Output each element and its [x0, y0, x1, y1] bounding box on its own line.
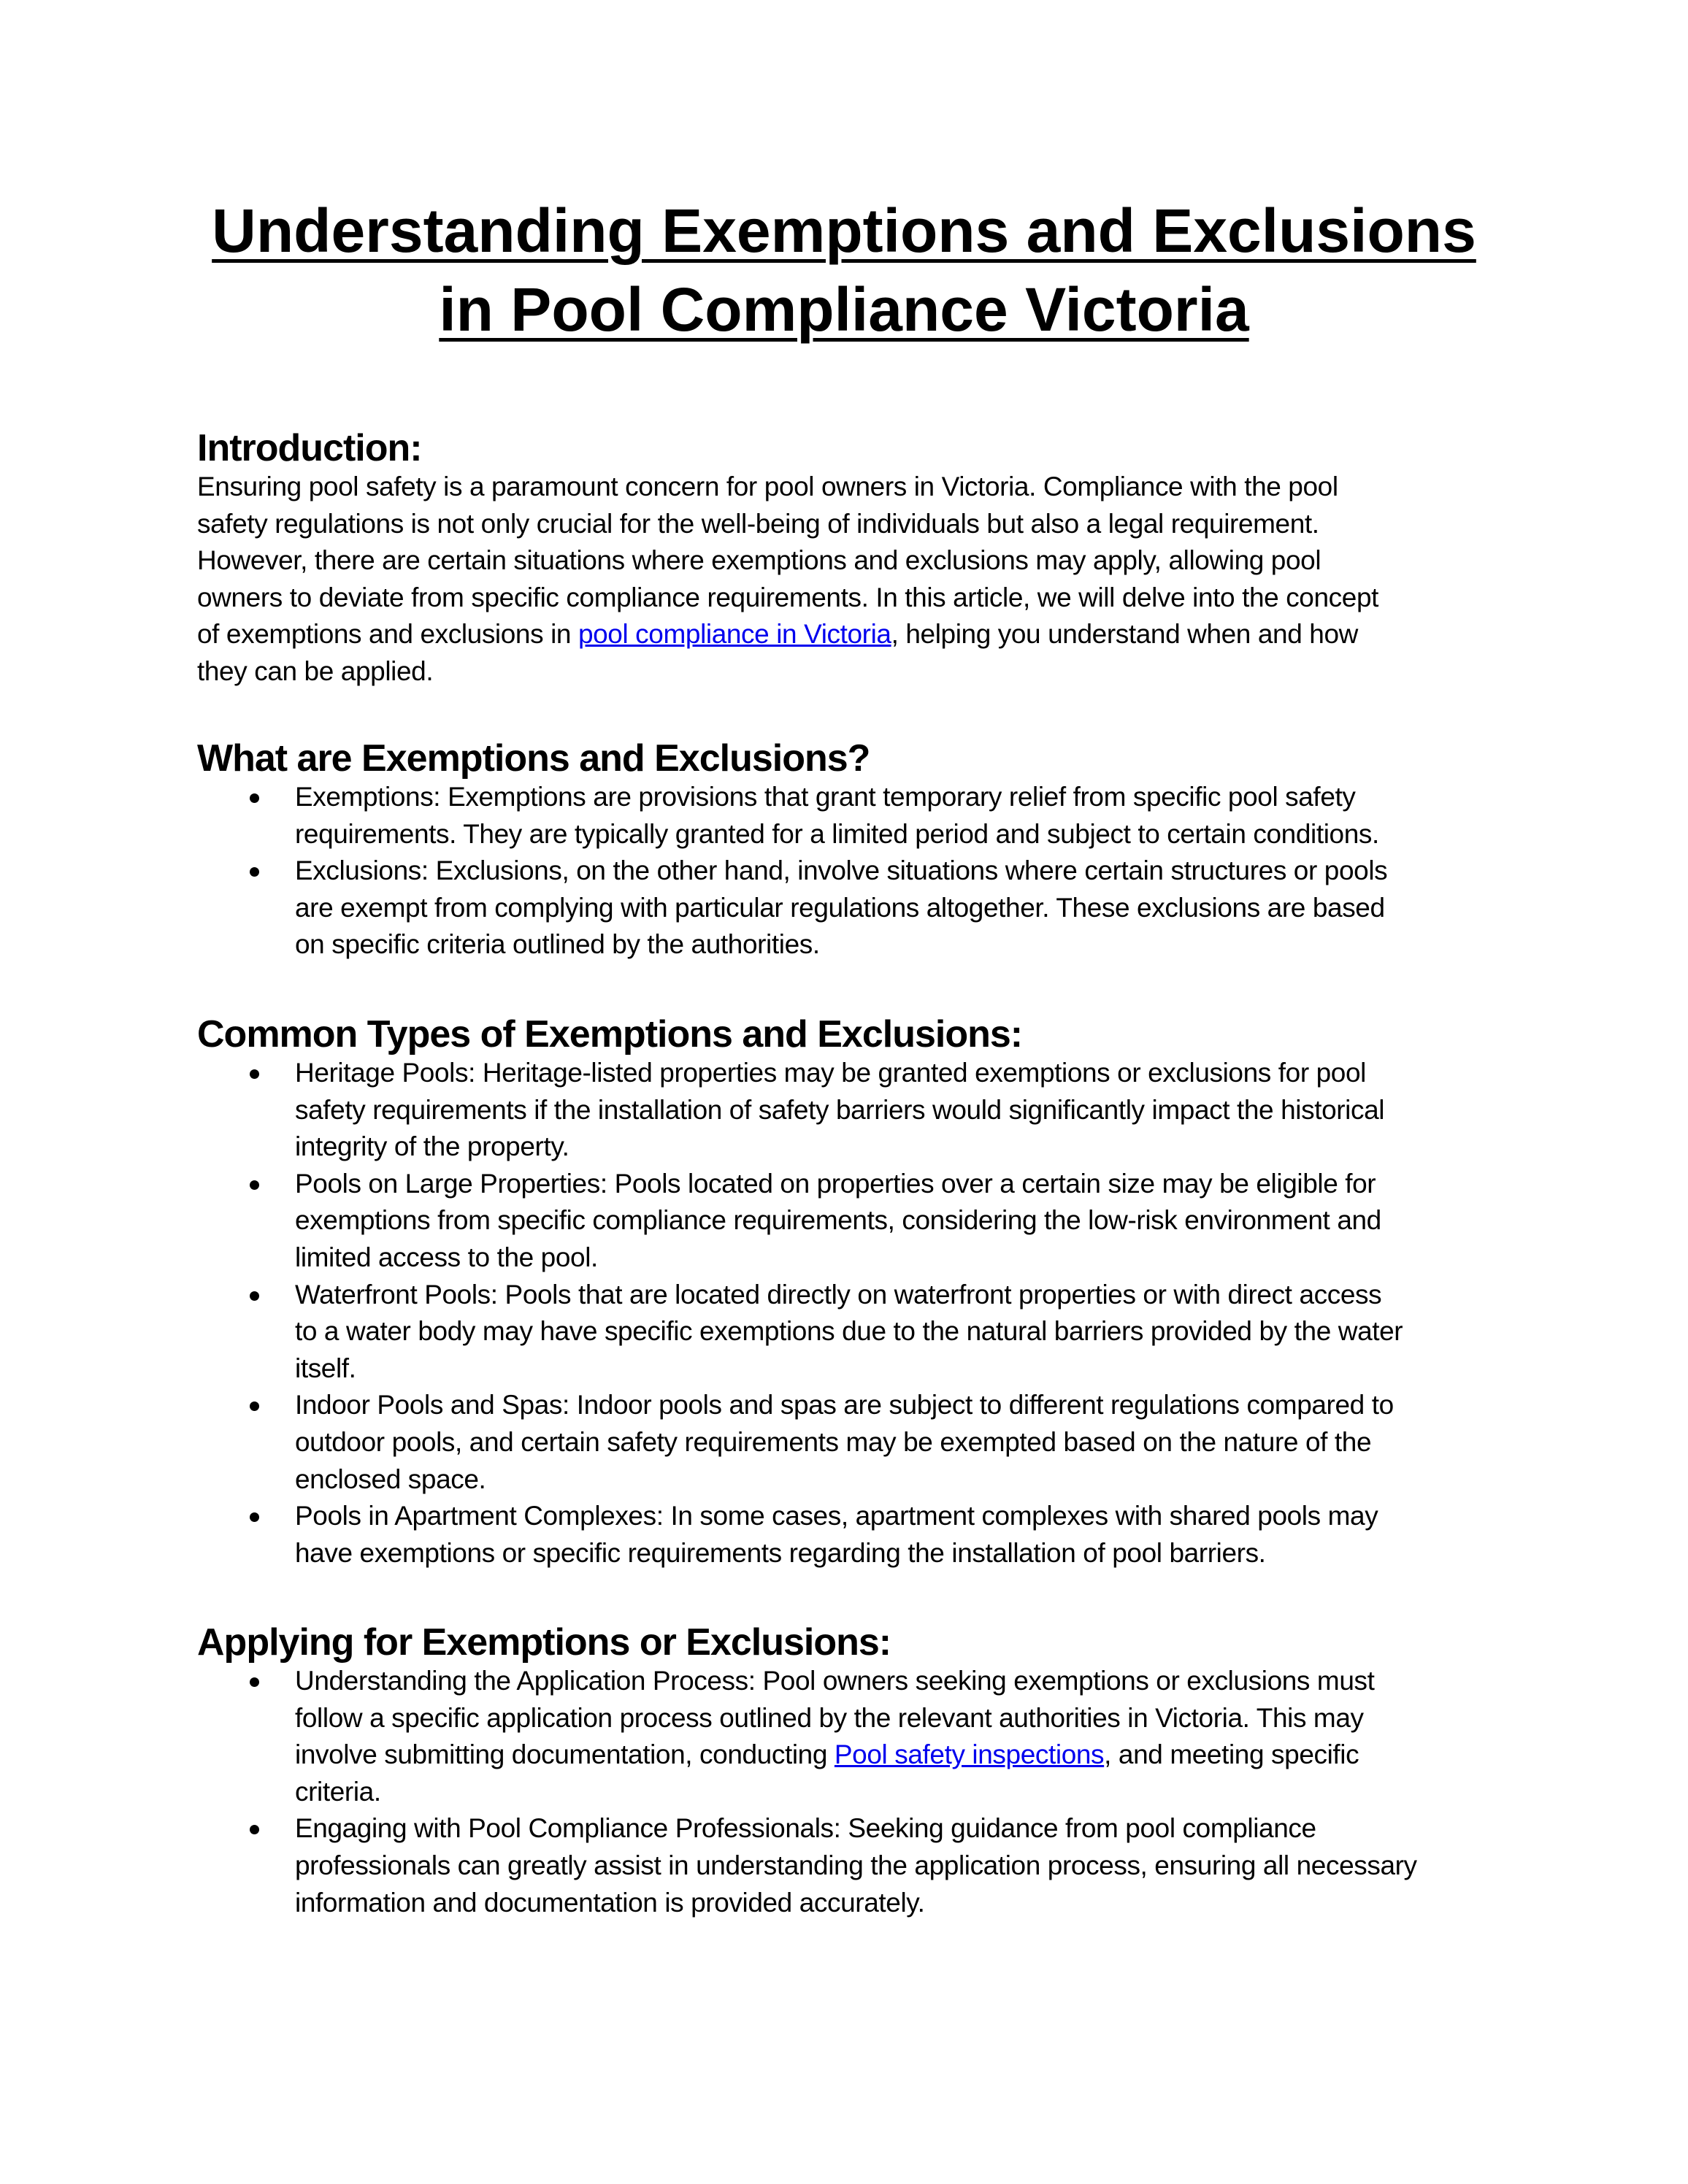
text-line: [295, 1277, 1511, 1314]
text-line: [295, 1700, 1511, 1737]
bullet-icon: [250, 1291, 259, 1301]
text-line: [295, 1774, 1511, 1811]
text-line: [295, 1239, 1511, 1277]
text-line: [295, 1424, 1511, 1461]
text-line: [295, 1810, 1511, 1847]
text-segment: owners to deviate from specific compliance requirements. In this article, we will delve into the concept: [197, 582, 1378, 612]
bullet-icon: [250, 1401, 259, 1411]
text-line: [295, 816, 1511, 853]
text-line: [197, 653, 1511, 691]
section-heading: Applying for Exemptions or Exclusions:: [197, 1621, 891, 1664]
text-line: [295, 1498, 1511, 1535]
text-segment: Pools on Large Properties: Pools located on properties over a certain size may be eligible for: [295, 1168, 1376, 1199]
list-item: [197, 1498, 1511, 1572]
list-item: [197, 853, 1511, 964]
text-segment: follow a specific application process outlined by the relevant authorities in Victoria. This may: [295, 1702, 1364, 1733]
bullet-icon: [250, 1069, 259, 1079]
text-segment: Waterfront Pools: Pools that are located directly on waterfront properties or with direct access: [295, 1279, 1382, 1310]
inline-link[interactable]: pool compliance in Victoria: [578, 619, 891, 650]
text-line: [295, 1387, 1511, 1424]
text-line: [295, 1166, 1511, 1203]
text-line: [197, 506, 1511, 543]
paragraph: [197, 469, 1511, 691]
list-item: [197, 1166, 1511, 1277]
text-segment: involve submitting documentation, conducting: [295, 1739, 835, 1770]
text-segment: Indoor Pools and Spas: Indoor pools and spas are subject to different regulations compared to: [295, 1390, 1394, 1420]
text-line: [295, 1202, 1511, 1239]
text-line: [295, 1092, 1511, 1129]
text-segment: they can be applied.: [197, 655, 434, 686]
text-segment: limited access to the pool.: [295, 1242, 598, 1272]
text-segment: integrity of the property.: [295, 1131, 569, 1162]
text-line: [295, 1461, 1511, 1499]
section-what-are-exemptions: [197, 735, 1511, 964]
text-segment: criteria.: [295, 1776, 381, 1807]
bullet-icon: [250, 1677, 259, 1687]
section-applying: [197, 1619, 1511, 1921]
title-line-1: Understanding Exemptions and Exclusions: [212, 196, 1476, 265]
text-segment: safety requirements if the installation of safety barriers would significantly impact the historical: [295, 1094, 1385, 1125]
text-segment: safety regulations is not only crucial for the well-being of individuals but also a legal requirement.: [197, 508, 1319, 539]
text-segment: have exemptions or specific requirements regarding the installation of pool barriers.: [295, 1537, 1266, 1568]
bullet-list: [197, 1663, 1511, 1921]
inline-link[interactable]: Pool safety inspections: [834, 1739, 1105, 1770]
text-segment: Pools in Apartment Complexes: In some cases, apartment complexes with shared pools may: [295, 1501, 1378, 1531]
text-line: [295, 1128, 1511, 1166]
text-line: [295, 1663, 1511, 1700]
text-segment: on specific criteria outlined by the authorities.: [295, 929, 820, 960]
text-segment: information and documentation is provided accurately.: [295, 1887, 925, 1918]
bullet-icon: [250, 867, 259, 877]
text-line: [197, 616, 1511, 653]
text-segment: Engaging with Pool Compliance Professionals: Seeking guidance from pool compliance: [295, 1813, 1316, 1844]
title-line-2: in Pool Compliance Victoria: [439, 275, 1249, 344]
section-heading: Introduction:: [197, 427, 422, 469]
list-item: [197, 1055, 1511, 1166]
text-line: [295, 1847, 1511, 1885]
section-heading: Common Types of Exemptions and Exclusions:: [197, 1013, 1023, 1056]
text-line: [295, 1535, 1511, 1572]
text-line: [197, 542, 1511, 580]
text-line: [295, 890, 1511, 927]
text-segment: to a water body may have specific exemptions due to the natural barriers provided by the water: [295, 1316, 1403, 1347]
bullet-list: [197, 1055, 1511, 1572]
bullet-icon: [250, 1825, 259, 1834]
text-line: [295, 1737, 1511, 1774]
text-segment: , helping you understand when and how: [891, 619, 1358, 650]
list-item: [197, 1810, 1511, 1921]
text-line: [295, 926, 1511, 964]
text-segment: outdoor pools, and certain safety requirements may be exempted based on the nature of the: [295, 1426, 1372, 1457]
text-segment: Exemptions: Exemptions are provisions that grant temporary relief from specific pool safety: [295, 782, 1356, 812]
list-item: [197, 1387, 1511, 1498]
text-segment: Understanding the Application Process: Pool owners seeking exemptions or exclusions must: [295, 1666, 1375, 1696]
text-line: [295, 1350, 1511, 1388]
text-line: [295, 779, 1511, 816]
bullet-list: [197, 779, 1511, 964]
text-segment: professionals can greatly assist in understanding the application process, ensuring all necessary: [295, 1850, 1417, 1880]
bullet-icon: [250, 793, 259, 803]
bullet-icon: [250, 1512, 259, 1522]
text-line: [295, 1055, 1511, 1092]
bullet-icon: [250, 1180, 259, 1190]
text-segment: itself.: [295, 1353, 356, 1383]
text-line: [197, 580, 1511, 617]
text-segment: , and meeting specific: [1104, 1739, 1359, 1770]
text-segment: are exempt from complying with particular regulations altogether. These exclusions are based: [295, 892, 1385, 923]
text-segment: requirements. They are typically granted for a limited period and subject to certain conditions.: [295, 818, 1379, 849]
list-item: [197, 779, 1511, 853]
list-item: [197, 1277, 1511, 1388]
text-segment: Ensuring pool safety is a paramount concern for pool owners in Victoria. Compliance with the pool: [197, 472, 1338, 501]
text-segment: However, there are certain situations where exemptions and exclusions may apply, allowing pool: [197, 545, 1321, 576]
text-line: [295, 1885, 1511, 1922]
text-segment: Exclusions: Exclusions, on the other hand, involve situations where certain structures or pools: [295, 855, 1388, 886]
text-line: [197, 469, 1511, 506]
list-item: [197, 1663, 1511, 1810]
section-common-types: [197, 1011, 1511, 1572]
text-line: [295, 853, 1511, 890]
text-segment: exemptions from specific compliance requirements, considering the low-risk environment and: [295, 1205, 1381, 1236]
document-title: [0, 191, 1688, 349]
text-segment: enclosed space.: [295, 1464, 486, 1494]
text-line: [295, 1313, 1511, 1350]
text-segment: Heritage Pools: Heritage-listed properties may be granted exemptions or exclusions for pool: [295, 1058, 1366, 1088]
section-introduction: [197, 425, 1511, 691]
section-heading: What are Exemptions and Exclusions?: [197, 737, 870, 780]
text-segment: of exemptions and exclusions in: [197, 619, 578, 650]
